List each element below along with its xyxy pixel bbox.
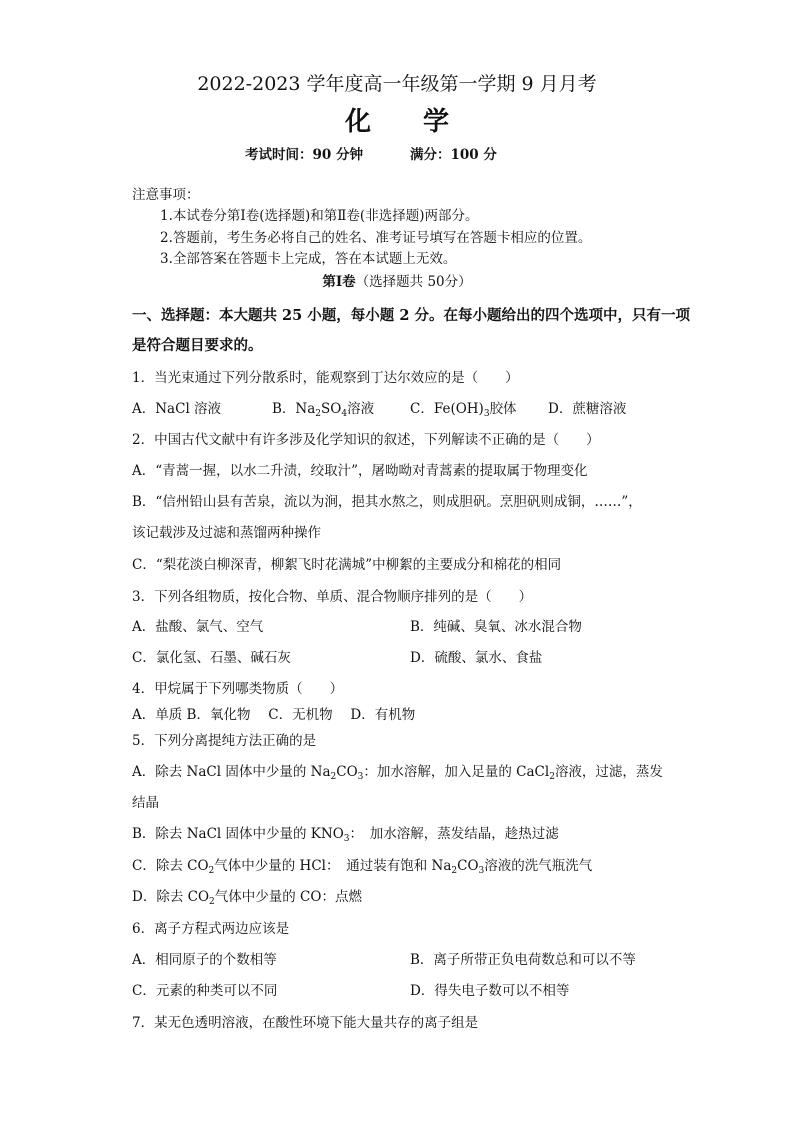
part1-heading xyxy=(0,273,794,291)
q3-option-d xyxy=(410,649,542,667)
q5-option-c xyxy=(132,857,592,875)
text-run: 7．某无色透明溶液，在酸性环境下能大量共存的离子组是 xyxy=(132,1015,479,1031)
q1-option-b xyxy=(272,400,374,418)
text-run: （选择题共 50分） xyxy=(355,274,472,290)
exam-time xyxy=(245,146,363,164)
text-run: A．除去 NaCl 固体中少量的 Na xyxy=(132,764,331,780)
text-run: 第Ⅰ卷 xyxy=(322,274,356,290)
text-run: B．离子所带正负电荷数总和可以不等 xyxy=(410,952,636,968)
text-run: 3.全部答案在答题卡上完成，答在本试题上无效。 xyxy=(160,251,457,267)
subscript: 2 xyxy=(330,772,337,782)
text-run: A．相同原子的个数相等 xyxy=(132,952,277,968)
text-run: C．除去 CO xyxy=(132,858,209,874)
text-run: 6．离子方程式两边应该是 xyxy=(132,921,290,937)
q2-option-a xyxy=(132,462,588,480)
q5-option-b xyxy=(132,825,559,843)
q4-stem xyxy=(132,680,343,698)
text-run: D．除去 CO xyxy=(132,889,210,905)
text-run: C．Fe(OH) xyxy=(410,401,484,417)
text-run: 胶体 xyxy=(489,401,517,417)
q5-option-a xyxy=(132,763,663,781)
text-run: SO xyxy=(321,401,342,417)
notes-title xyxy=(132,186,200,204)
text-run: 4．甲烷属于下列哪类物质（ ） xyxy=(132,681,344,697)
text-run: 化 学 xyxy=(344,107,449,137)
subscript: 2 xyxy=(208,866,215,876)
subscript: 3 xyxy=(478,866,485,876)
text-run: B．Na xyxy=(272,401,316,417)
text-run: 注意事项： xyxy=(132,187,200,203)
text-run: 是符合题目要求的。 xyxy=(132,337,263,354)
q5-option-a-cont xyxy=(132,794,159,812)
q1-option-a xyxy=(132,400,221,418)
subscript: 4 xyxy=(341,409,348,419)
q2-stem xyxy=(132,431,600,449)
q6-option-a xyxy=(132,951,277,969)
q3-option-a xyxy=(132,618,263,636)
text-run: 气体中少量的 CO：点燃 xyxy=(214,889,362,905)
q2-option-c xyxy=(132,556,561,574)
text-run: 该记载涉及过滤和蒸馏两种操作 xyxy=(132,525,321,541)
text-run: 5．下列分离提纯方法正确的是 xyxy=(132,733,317,749)
text-run: ：加水溶解，加入足量的 CaCl xyxy=(363,764,550,780)
text-run: 1．当光束通过下列分散系时，能观察到丁达尔效应的是（ ） xyxy=(132,370,519,386)
q2-option-b-cont xyxy=(132,524,321,542)
text-run: 溶液 xyxy=(347,401,375,417)
text-run: 1.本试卷分第Ⅰ卷(选择题)和第Ⅱ卷(非选择题)两部分。 xyxy=(160,208,479,224)
subject-title xyxy=(0,107,794,137)
text-run: D．硫酸、氯水、食盐 xyxy=(410,650,543,666)
q6-option-d xyxy=(410,982,569,1000)
text-run: B．纯碱、臭氧、冰水混合物 xyxy=(410,619,582,635)
section1-instructions xyxy=(132,307,690,325)
section1-instructions-cont xyxy=(132,337,263,355)
q1-option-c xyxy=(410,400,517,418)
text-run: B．“信州铅山县有苦泉，流以为涧，挹其水熬之，则成胆矾。烹胆矾则成铜，……”， xyxy=(132,494,642,510)
note-1 xyxy=(160,207,478,225)
full-score xyxy=(410,146,497,164)
q3-option-b xyxy=(410,618,582,636)
q2-option-b xyxy=(132,493,642,511)
text-run: 结晶 xyxy=(132,795,159,811)
exam-title xyxy=(0,75,794,93)
subscript: 2 xyxy=(451,866,458,876)
text-run: C．氯化氢、石墨、碱石灰 xyxy=(132,650,291,666)
subscript: 2 xyxy=(209,897,215,907)
text-run: CO xyxy=(336,764,358,780)
text-run: A．盐酸、氯气、空气 xyxy=(132,619,264,635)
q1-option-d xyxy=(548,400,626,418)
text-run: 溶液的洗气瓶洗气 xyxy=(484,858,593,874)
q5-option-d xyxy=(132,888,362,906)
text-run: C．元素的种类可以不同 xyxy=(132,983,278,999)
text-run: 一、选择题：本大题共 25 小题，每小题 2 分。在每小题给出的四个选项中，只有一项 xyxy=(132,307,690,324)
q3-stem xyxy=(132,588,532,606)
subscript: 3 xyxy=(357,772,364,782)
text-run: 2．中国古代文献中有许多涉及化学知识的叙述，下列解读不正确的是（ ） xyxy=(132,432,600,448)
note-2 xyxy=(160,229,591,247)
text-run: A．“青蒿一握，以水二升渍，绞取汁”，屠呦呦对青蒿素的提取属于物理变化 xyxy=(132,463,588,479)
text-run: 2.答题前，考生务必将自己的姓名、准考证号填写在答题卡相应的位置。 xyxy=(160,230,592,246)
note-3 xyxy=(160,250,456,268)
q7-stem xyxy=(132,1014,478,1032)
text-run: A．NaCl 溶液 xyxy=(132,401,222,417)
text-run: ： 加水溶解，蒸发结晶，趁热过滤 xyxy=(349,826,559,842)
subscript: 3 xyxy=(483,409,490,419)
q6-option-c xyxy=(132,982,277,1000)
q1-stem xyxy=(132,369,519,387)
subscript: 2 xyxy=(315,409,322,419)
q4-options xyxy=(132,706,415,724)
text-run: 考试时间：90 分钟 xyxy=(245,147,363,163)
q3-option-c xyxy=(132,649,291,667)
q6-option-b xyxy=(410,951,636,969)
q5-stem xyxy=(132,732,316,750)
text-run: C．“梨花淡白柳深青，柳絮飞时花满城”中柳絮的主要成分和棉花的相同 xyxy=(132,557,562,573)
text-run: B．除去 NaCl 固体中少量的 KNO xyxy=(132,826,344,842)
q6-stem xyxy=(132,920,289,938)
text-run: A．单质 B．氧化物 C．无机物 D．有机物 xyxy=(132,707,416,723)
text-run: D．蔗糖溶液 xyxy=(548,401,627,417)
text-run: 气体中少量的 HCl： 通过装有饱和 Na xyxy=(214,858,452,874)
text-run: 溶液，过滤，蒸发 xyxy=(554,764,663,780)
subscript: 3 xyxy=(343,834,350,844)
text-run: 满分：100 分 xyxy=(410,147,497,163)
text-run: 3．下列各组物质，按化合物、单质、混合物顺序排列的是（ ） xyxy=(132,589,533,605)
text-run: CO xyxy=(457,858,479,874)
subscript: 2 xyxy=(549,772,555,782)
text-run: 2022-2023 学年度高一年级第一学期 9 月月考 xyxy=(197,73,597,95)
text-run: D．得失电子数可以不相等 xyxy=(410,983,570,999)
